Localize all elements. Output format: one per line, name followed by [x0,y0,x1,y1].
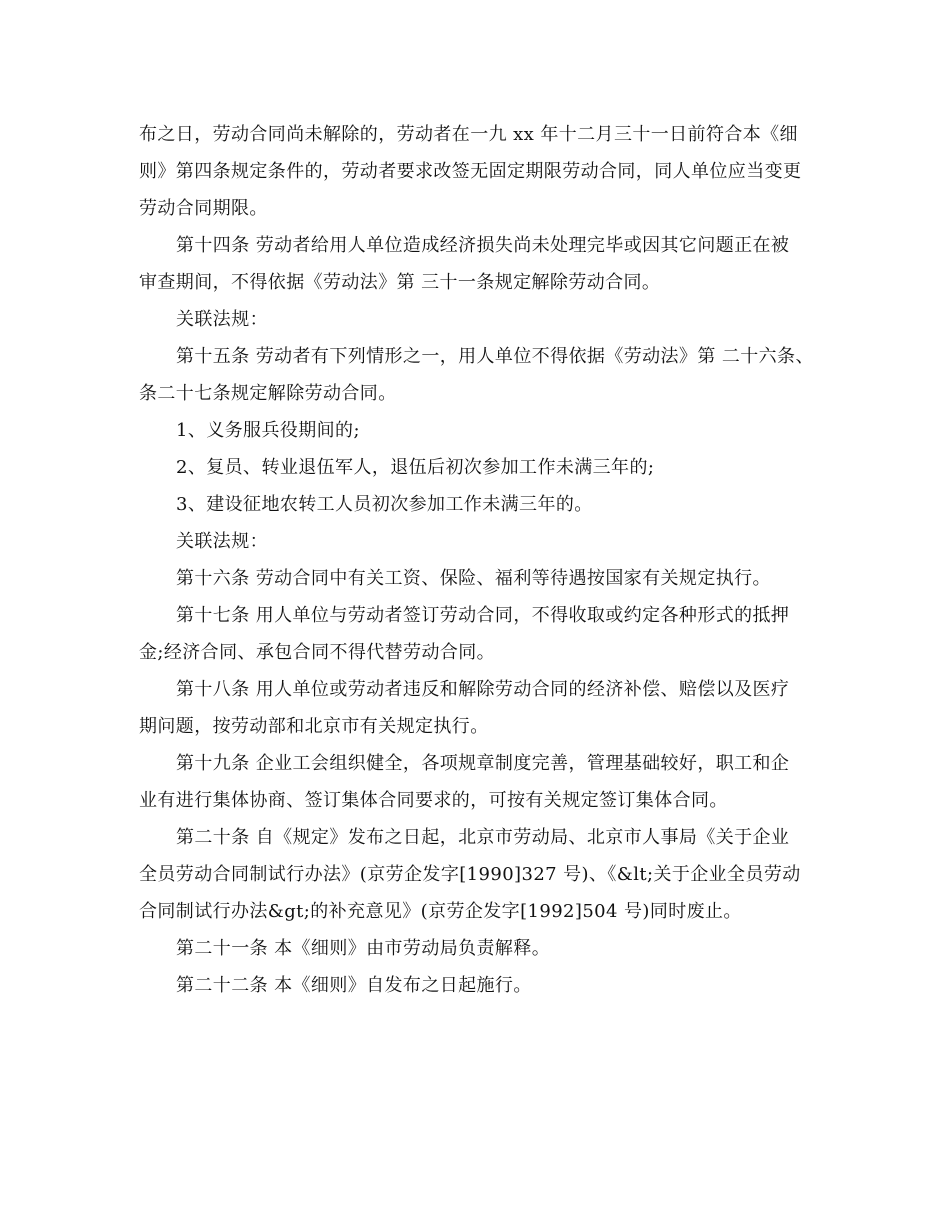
text-line: 业有进行集体协商、签订集体合同要求的，可按有关规定签订集体合同。 [139,790,728,811]
paragraph [139,523,815,560]
paragraph [139,930,815,967]
paragraph [139,671,815,745]
text-line: 1、义务服兵役期间的; [176,420,360,441]
text-line: 期问题，按劳动部和北京市有关规定执行。 [139,716,489,737]
paragraph [139,819,815,930]
text-line: 合同制试行办法&gt;的补充意见》(京劳企发字[1992]504 号)同时废止。 [139,901,742,922]
text-line: 第十八条 用人单位或劳动者违反和解除劳动合同的经济补偿、赔偿以及医疗 [176,679,790,700]
text-line: 第二十条 自《规定》发布之日起，北京市劳动局、北京市人事局《关于企业 [176,827,790,848]
text-line: 审查期间，不得依据《劳动法》第 三十一条规定解除劳动合同。 [139,272,661,293]
paragraph [139,116,815,227]
text-line: 全员劳动合同制试行办法》(京劳企发字[1990]327 号)、《&lt;关于企业全员劳动 [139,864,801,885]
text-line: 布之日，劳动合同尚未解除的，劳动者在一九 xx 年十二月三十一日前符合本《细 [139,124,798,145]
text-line: 条二十七条规定解除劳动合同。 [139,383,397,404]
text-line: 2、复员、转业退伍军人，退伍后初次参加工作未满三年的; [176,457,655,478]
text-line: 第二十一条 本《细则》由市劳动局负责解释。 [176,938,551,959]
paragraph [139,597,815,671]
text-line: 第十七条 用人单位与劳动者签订劳动合同，不得收取或约定各种形式的抵押 [176,605,790,626]
paragraph [139,560,815,597]
text-line: 第十六条 劳动合同中有关工资、保险、福利等待遇按国家有关规定执行。 [176,568,771,589]
text-line: 第十九条 企业工会组织健全，各项规章制度完善，管理基础较好，职工和企 [176,753,790,774]
paragraph [139,745,815,819]
text-line: 则》第四条规定条件的，劳动者要求改签无固定期限劳动合同，同人单位应当变更 [139,161,802,182]
text-line: 关联法规： [176,309,268,330]
paragraph [139,301,815,338]
paragraph [139,412,815,449]
text-line: 第十四条 劳动者给用人单位造成经济损失尚未处理完毕或因其它问题正在被 [176,235,790,256]
text-line: 3、建设征地农转工人员初次参加工作未满三年的。 [176,494,593,515]
paragraph [139,967,815,1004]
paragraph [139,449,815,486]
document-body [139,116,815,1004]
text-line: 劳动合同期限。 [139,198,268,219]
paragraph [139,227,815,301]
text-line: 金;经济合同、承包合同不得代替劳动合同。 [139,642,496,663]
paragraph [139,486,815,523]
text-line: 第十五条 劳动者有下列情形之一，用人单位不得依据《劳动法》第 二十六条、 [176,346,814,367]
paragraph [139,338,815,412]
text-line: 第二十二条 本《细则》自发布之日起施行。 [176,975,532,996]
text-line: 关联法规： [176,531,268,552]
